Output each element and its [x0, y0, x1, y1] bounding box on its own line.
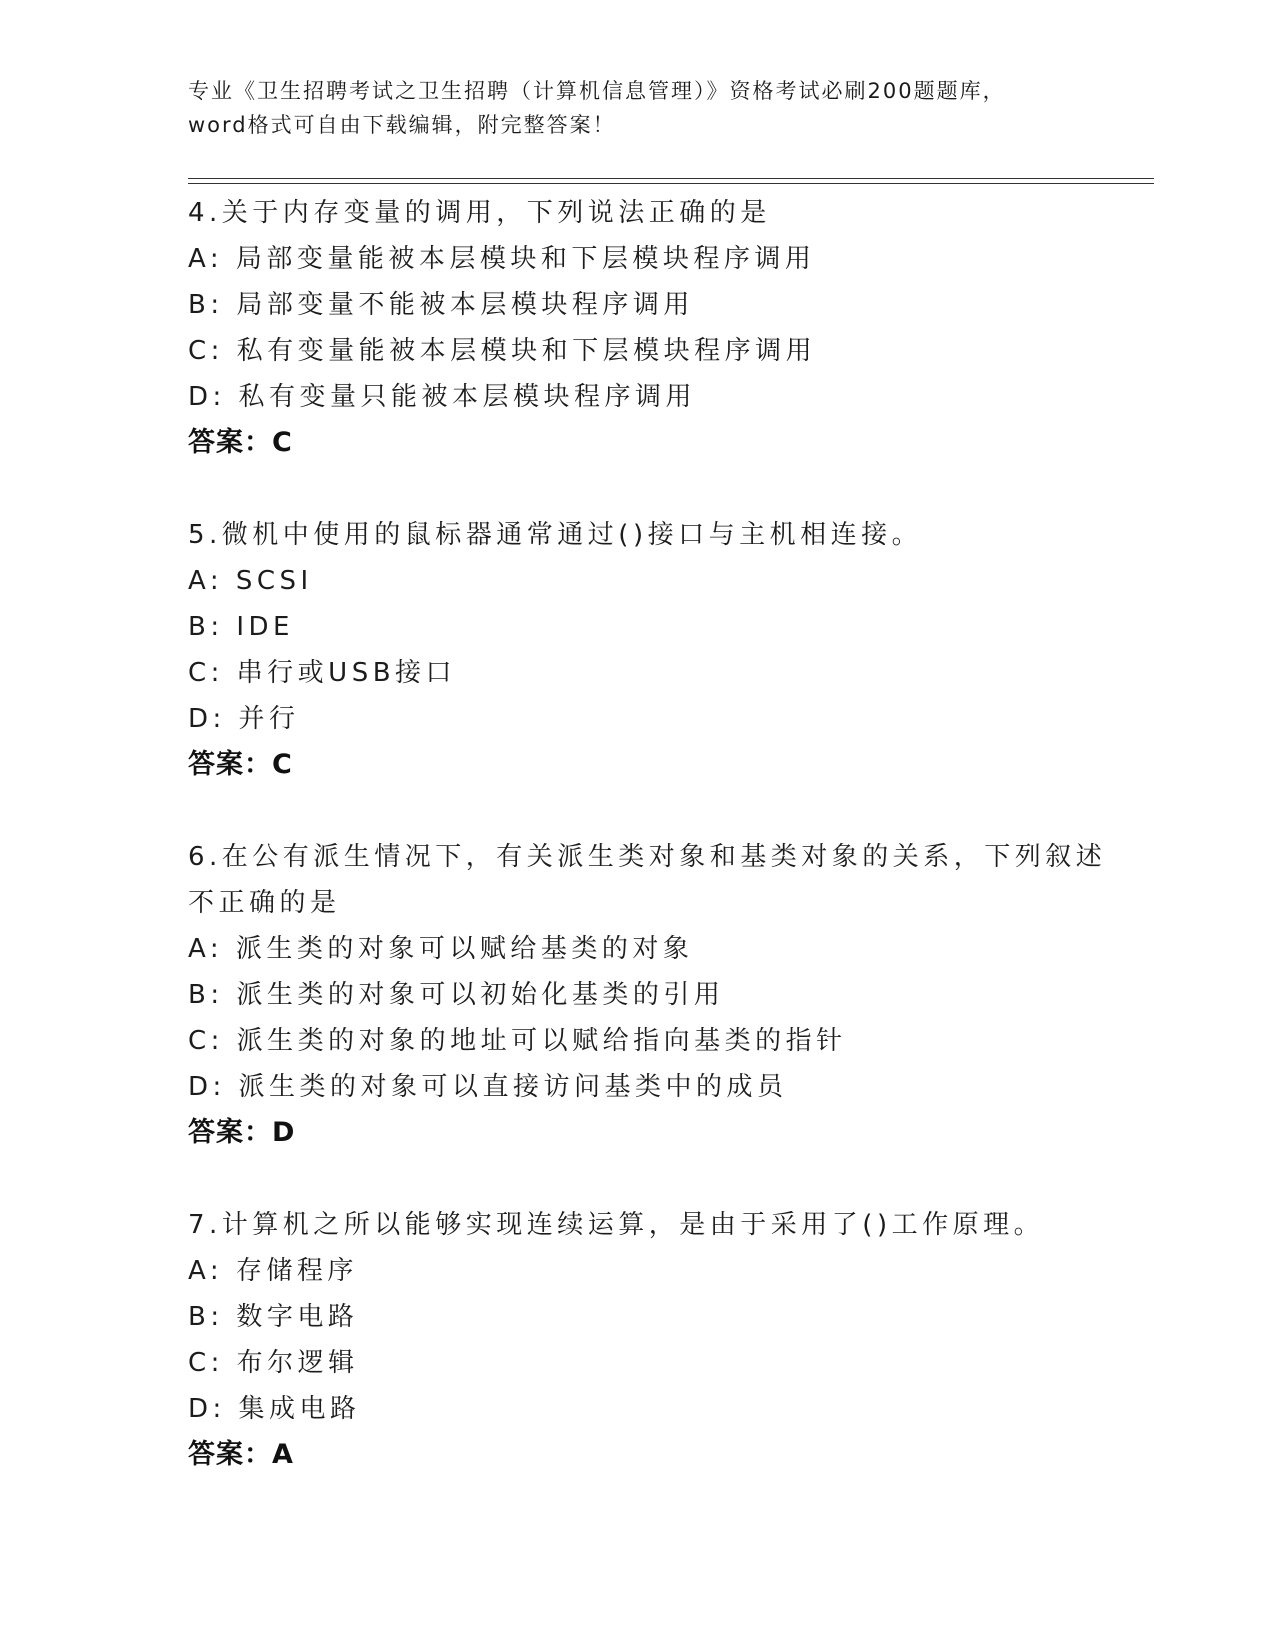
option-c: C: 串行或USB接口 — [188, 658, 457, 688]
option-b: B: 局部变量不能被本层模块程序调用 — [188, 290, 694, 320]
question-4 — [188, 190, 1088, 466]
question-stem: 4.关于内存变量的调用，下列说法正确的是 — [188, 198, 771, 228]
option-b: B: 派生类的对象可以初始化基类的引用 — [188, 980, 725, 1010]
option-a: A: SCSI — [188, 566, 313, 596]
header-divider-top — [188, 178, 1154, 179]
question-stem: 5.微机中使用的鼠标器通常通过()接口与主机相连接。 — [188, 520, 923, 550]
option-d: D: 集成电路 — [188, 1394, 361, 1424]
answer-label: 答案：C — [188, 749, 293, 780]
answer-label: 答案：C — [188, 427, 293, 458]
option-b: B: 数字电路 — [188, 1302, 359, 1332]
option-a: A: 派生类的对象可以赋给基类的对象 — [188, 934, 694, 964]
option-d: D: 派生类的对象可以直接访问基类中的成员 — [188, 1072, 788, 1102]
option-a: A: 局部变量能被本层模块和下层模块程序调用 — [188, 244, 816, 274]
header-title-line-1: 专业《卫生招聘考试之卫生招聘（计算机信息管理）》资格考试必刷200题题库， — [188, 79, 1006, 103]
question-5 — [188, 512, 1088, 788]
header-title-line-2: word格式可自由下载编辑，附完整答案！ — [188, 113, 616, 137]
answer-label: 答案：A — [188, 1439, 294, 1470]
option-c: C: 布尔逻辑 — [188, 1348, 359, 1378]
option-d: D: 私有变量只能被本层模块程序调用 — [188, 382, 697, 412]
option-c: C: 私有变量能被本层模块和下层模块程序调用 — [188, 336, 817, 366]
question-list — [188, 190, 1107, 1524]
option-b: B: IDE — [188, 612, 294, 642]
answer-label: 答案：D — [188, 1117, 296, 1148]
option-c: C: 派生类的对象的地址可以赋给指向基类的指针 — [188, 1026, 847, 1056]
question-7 — [188, 1202, 1088, 1478]
document-header — [188, 74, 1088, 142]
question-stem-line-2: 不正确的是 — [188, 888, 341, 918]
question-stem-line-1: 6.在公有派生情况下，有关派生类对象和基类对象的关系，下列叙述 — [188, 842, 1107, 872]
header-divider-bottom — [188, 183, 1154, 184]
option-d: D: 并行 — [188, 704, 300, 734]
question-6 — [188, 834, 1107, 1156]
option-a: A: 存储程序 — [188, 1256, 358, 1286]
question-stem: 7.计算机之所以能够实现连续运算，是由于采用了()工作原理。 — [188, 1210, 1045, 1240]
